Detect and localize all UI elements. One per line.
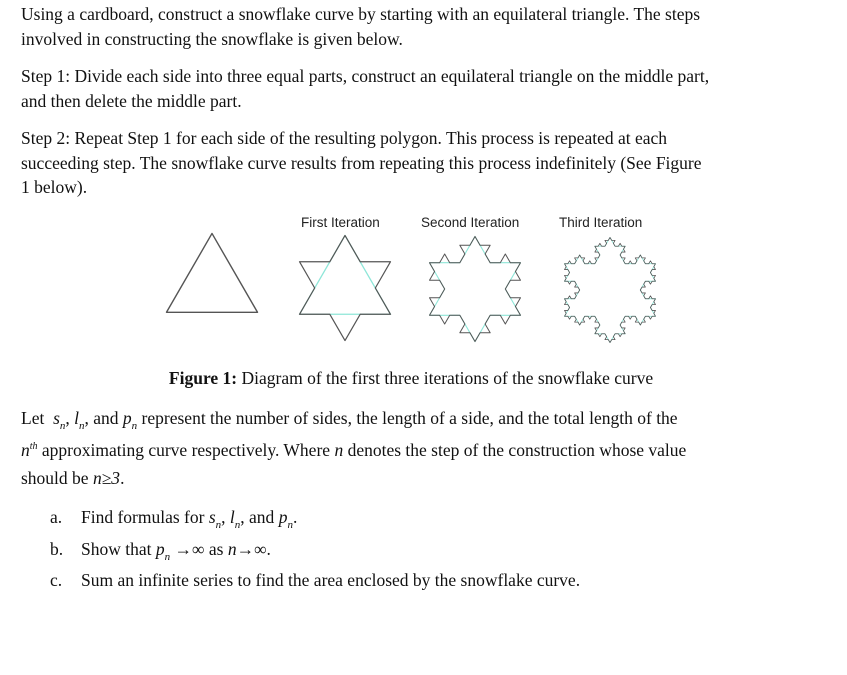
intro-line-1: Using a cardboard, construct a snowflake curve by starting with an equilateral triangle. The steps bbox=[21, 4, 701, 24]
question-c bbox=[50, 568, 580, 592]
star-outline bbox=[300, 235, 391, 340]
question-a-mark: a. bbox=[50, 507, 63, 527]
var-n: n bbox=[227, 539, 237, 559]
var-n: n bbox=[334, 439, 344, 460]
definition-line-1 bbox=[21, 406, 801, 434]
arrow-infinity: →∞ bbox=[174, 539, 205, 559]
caption-bold: Figure 1: bbox=[168, 368, 238, 388]
sub-n: n bbox=[131, 420, 138, 432]
definition-rest-2: approximating curve respectively. Where bbox=[41, 439, 331, 460]
comma: , bbox=[221, 507, 226, 527]
comma: , bbox=[65, 408, 70, 428]
sub-n: n bbox=[164, 551, 171, 563]
second-iteration-shape bbox=[430, 236, 521, 341]
third-iteration-shape bbox=[565, 237, 656, 342]
var-l: l bbox=[229, 507, 235, 527]
question-c-mark: c. bbox=[50, 570, 63, 590]
as-word: as bbox=[208, 539, 224, 559]
previous-iteration-highlight bbox=[565, 237, 656, 342]
sub-n: n bbox=[215, 519, 222, 531]
figure-caption bbox=[0, 368, 822, 389]
condition: n≥3 bbox=[92, 468, 121, 488]
question-b bbox=[50, 537, 271, 564]
sup-th: th bbox=[29, 440, 38, 452]
step1-line-1: Step 1: Divide each side into three equal parts, construct an equilateral triangle on the middle part, bbox=[21, 66, 710, 86]
period: . bbox=[266, 539, 271, 559]
second-iteration-outline bbox=[430, 236, 521, 341]
definition-rest-3: denotes the step of the construction whose value bbox=[347, 439, 687, 460]
caption-text: Diagram of the first three iterations of the snowflake curve bbox=[237, 368, 654, 388]
question-c-text: Sum an infinite series to find the area enclosed by the snowflake curve. bbox=[81, 570, 581, 590]
definition-line-2 bbox=[21, 438, 801, 467]
intro-line-2: involved in constructing the snowflake is given below. bbox=[21, 28, 403, 49]
step2-line-3: 1 below). bbox=[21, 177, 88, 197]
var-p: p bbox=[155, 539, 165, 559]
question-b-mark: b. bbox=[50, 539, 64, 559]
let-word: Let bbox=[21, 408, 45, 428]
sub-n: n bbox=[234, 519, 241, 531]
var-l: l bbox=[74, 408, 80, 428]
question-a-text: Find formulas for bbox=[81, 507, 205, 527]
question-b-text: Show that bbox=[81, 539, 152, 559]
definition-paragraph bbox=[21, 406, 801, 491]
var-s: s bbox=[208, 507, 216, 527]
should-be: should be bbox=[21, 468, 89, 488]
and-word: , and bbox=[84, 408, 119, 428]
sub-n: n bbox=[59, 420, 66, 432]
label-third-iteration: Third Iteration bbox=[559, 215, 643, 230]
previous-iteration-highlight bbox=[430, 236, 521, 341]
period: . bbox=[292, 507, 298, 527]
step2-line-1: Step 2: Repeat Step 1 for each side of the resulting polygon. This process is repeated at each bbox=[21, 128, 668, 148]
base-triangle-highlight bbox=[300, 235, 391, 314]
third-iteration-outline bbox=[565, 237, 656, 342]
arrow-infinity: →∞ bbox=[236, 539, 267, 559]
period: . bbox=[120, 468, 125, 488]
var-s: s bbox=[53, 408, 60, 428]
definition-rest-1: represent the number of sides, the length of a side, and the total length of the bbox=[141, 408, 678, 428]
triangle-outline bbox=[167, 233, 258, 312]
question-a bbox=[50, 505, 297, 532]
first-iteration-shape bbox=[300, 235, 391, 340]
label-first-iteration: First Iteration bbox=[301, 215, 380, 230]
step1-line-2: and then delete the middle part. bbox=[21, 90, 242, 111]
var-n: n bbox=[21, 439, 30, 460]
var-p: p bbox=[278, 507, 288, 527]
var-p: p bbox=[122, 408, 132, 428]
step2-line-2: succeeding step. The snowflake curve results from repeating this process indefinitely (See Figure bbox=[21, 152, 702, 173]
label-second-iteration: Second Iteration bbox=[421, 215, 520, 230]
question-a-tail: , and bbox=[240, 507, 275, 527]
definition-line-3 bbox=[21, 466, 801, 491]
initial-triangle bbox=[167, 233, 258, 312]
sub-n: n bbox=[79, 420, 85, 432]
sub-n: n bbox=[287, 519, 293, 531]
